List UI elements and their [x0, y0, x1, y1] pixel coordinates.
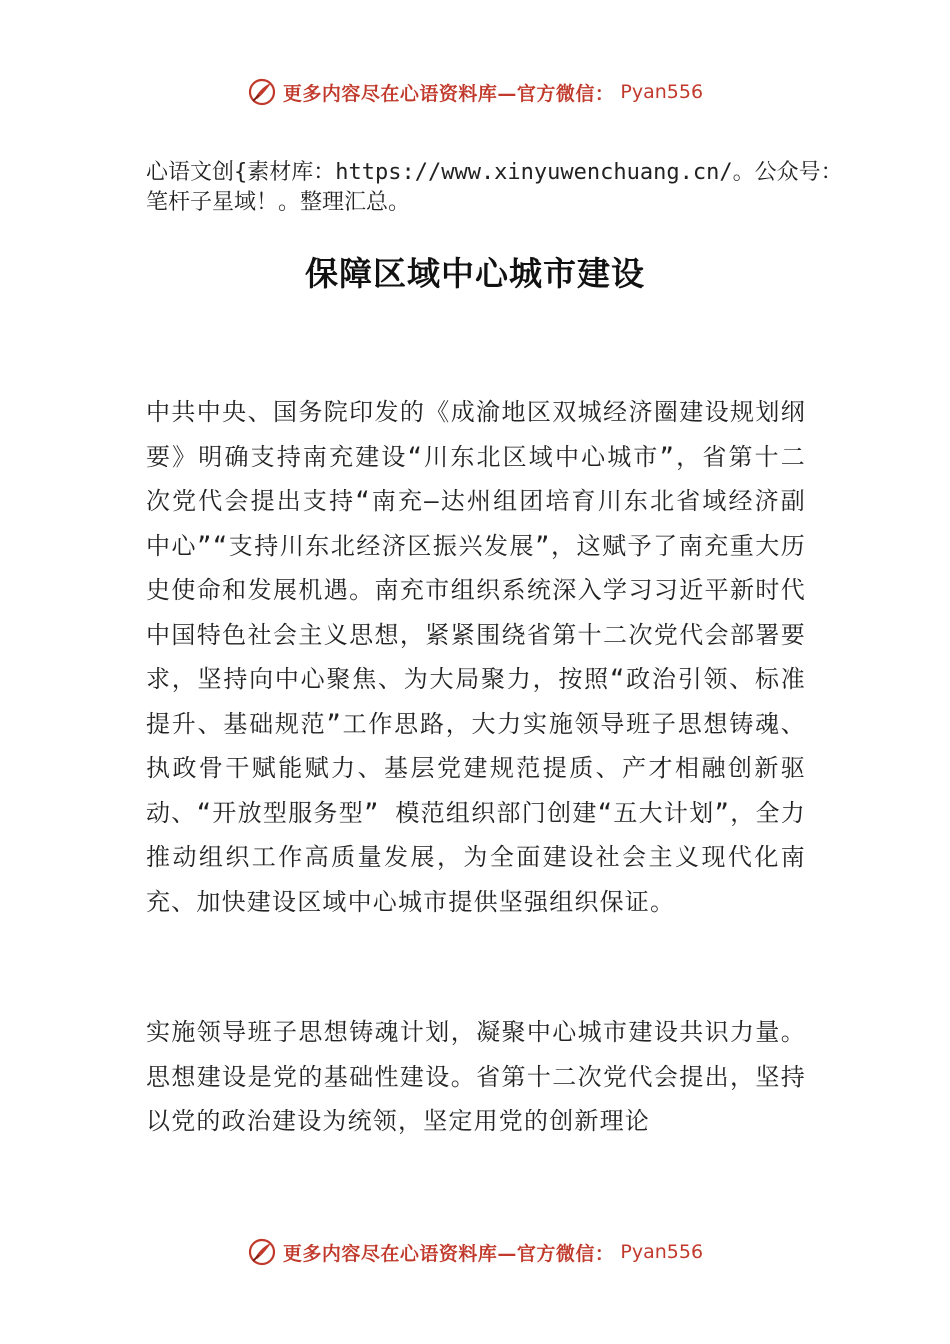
- feather-pen-logo-icon: [247, 77, 277, 107]
- banner-text: 更多内容尽在心语资料库—官方微信：: [282, 1242, 615, 1265]
- paragraph-1: 中共中央、国务院印发的《成渝地区双城经济圈建设规划纲要》明确支持南充建设“川东北区域中心城市”，省第十二次党代会提出支持“南充—达州组团培育川东北省域经济副中心”“支持川东北经济区振兴发展”，这赋予了南充重大历史使命和发展机遇。南充市组织系统深入学习习近平新时代中国特色社会主义思想，紧紧围绕省第十二次党代会部署要求，坚持向中心聚焦、为大局聚力，按照“政治引领、标准提升、基础规范”工作思路，大力实施领导班子思想铸魂、执政骨干赋能赋力、基层党建规范提质、产才相融创新驱动、“开放型服务型” 模范组织部门创建“五大计划”，全力推动组织工作高质量发展，为全面建设社会主义现代化南充、加快建设区域中心城市提供坚强组织保证。: [146, 398, 806, 916]
- footer-banner: [0, 1232, 950, 1272]
- paragraph-2: 实施领导班子思想铸魂计划，凝聚中心城市建设共识力量。思想建设是党的基础性建设。省第十二次党代会提出，坚持以党的政治建设为统领，坚定用党的创新理论: [146, 1018, 806, 1135]
- banner-wechat-id[interactable]: Pyan556: [620, 81, 704, 103]
- banner-text: 更多内容尽在心语资料库—官方微信：: [282, 82, 615, 105]
- source-line: 心语文创{素材库：https://www.xinyuwenchuang.cn/。公众号：笔杆子星域！。整理汇总。: [146, 160, 843, 215]
- page-title: 保障区域中心城市建设: [305, 254, 645, 293]
- header-banner: [0, 72, 950, 112]
- feather-pen-logo-icon: [247, 1237, 277, 1267]
- banner-wechat-id[interactable]: Pyan556: [620, 1241, 704, 1263]
